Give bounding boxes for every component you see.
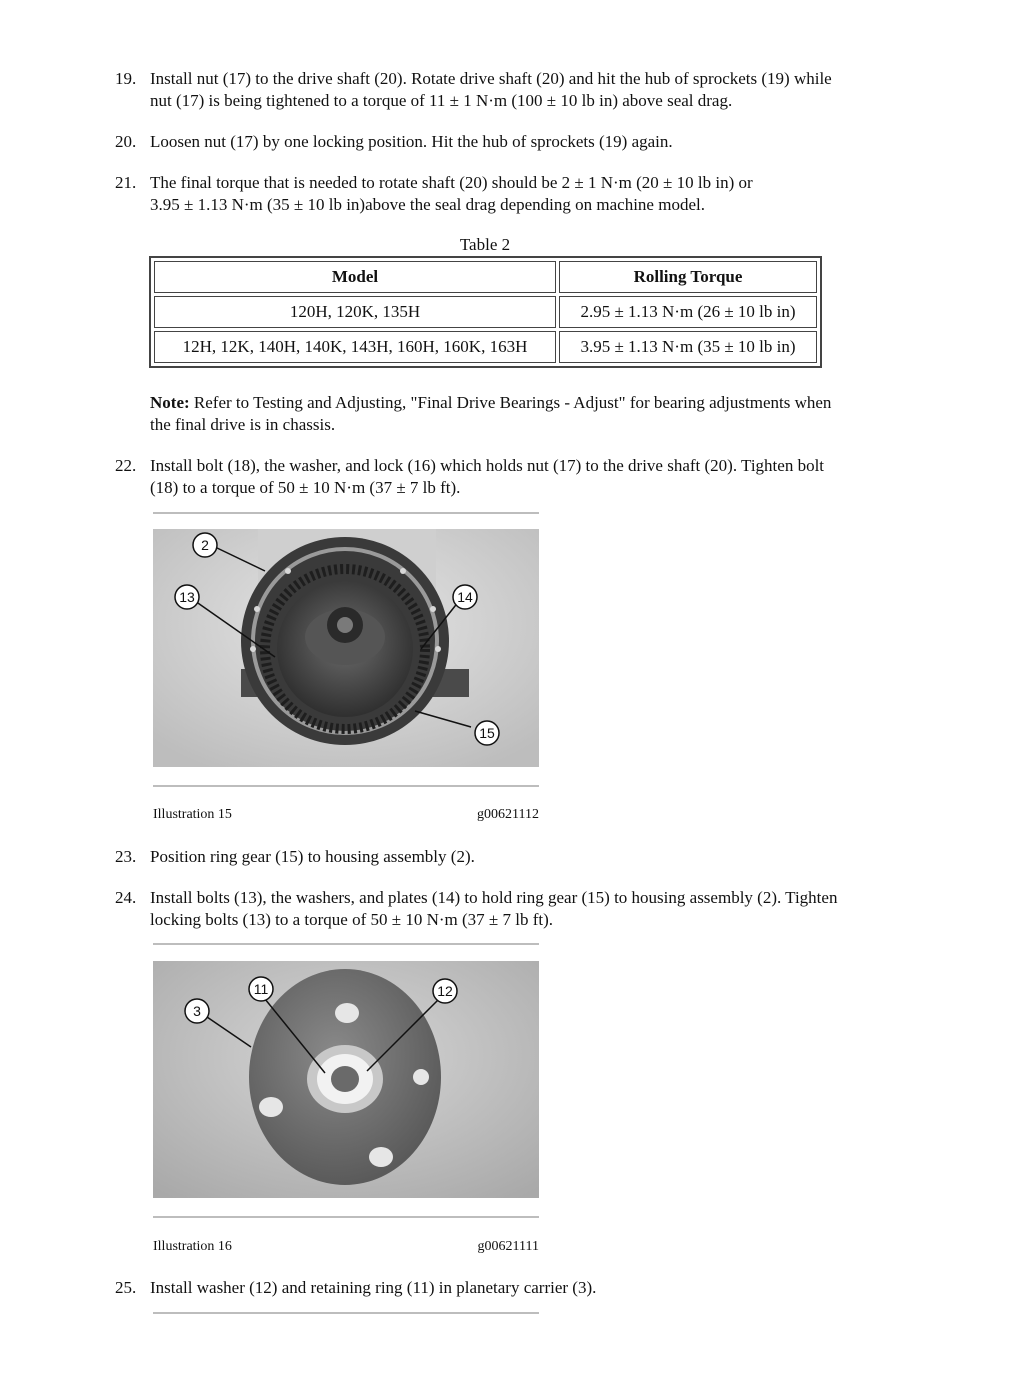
step-line: Install bolt (18), the washer, and lock (16) which holds nut (17) to the drive shaft (20). Tighten bolt: [150, 456, 825, 475]
step-number: 19.: [115, 69, 137, 88]
note-label: Note:: [150, 393, 190, 412]
note-block: [150, 392, 930, 436]
callout-13: 13: [179, 589, 195, 605]
illustration-label: Illustration 16: [153, 1239, 232, 1254]
table-cell-model: 12H, 12K, 140H, 140K, 143H, 160H, 160K, 163H: [154, 331, 556, 363]
table-row: [154, 331, 817, 363]
illustration-16-caption: [153, 1236, 539, 1258]
note-line: [150, 392, 930, 414]
illustration-15-caption: [153, 804, 539, 826]
note-text: Refer to Testing and Adjusting, "Final Drive Bearings - Adjust" for bearing adjustments when: [189, 393, 832, 412]
note-line: the final drive is in chassis.: [150, 415, 336, 434]
step-23-text: [150, 846, 930, 868]
step-line: Install washer (12) and retaining ring (11) in planetary carrier (3).: [150, 1278, 597, 1297]
step-20-text: [150, 131, 930, 153]
step-number: 25.: [115, 1278, 137, 1297]
planetary-carrier-image: [153, 961, 539, 1198]
illustration-bottom-rule: [153, 785, 539, 787]
callout-11: 11: [253, 981, 269, 997]
step-19-text: [150, 68, 930, 112]
callout-2: 2: [201, 537, 209, 553]
section-bottom-rule: [153, 1312, 539, 1314]
step-line: The final torque that is needed to rotate shaft (20) should be 2 ± 1 N·m (20 ± 10 lb in) or: [150, 173, 753, 192]
table-header-rolling-torque: Rolling Torque: [559, 261, 817, 293]
callout-12: 12: [437, 983, 453, 999]
step-25-text: [150, 1277, 930, 1299]
illustration-bottom-rule: [153, 1216, 539, 1218]
table-row: [154, 296, 817, 328]
step-line: Loosen nut (17) by one locking position. Hit the hub of sprockets (19) again.: [150, 132, 673, 151]
step-number: 21.: [115, 173, 137, 192]
step-24-text: [150, 887, 930, 931]
table-cell-torque: 3.95 ± 1.13 N·m (35 ± 10 lb in): [559, 331, 817, 363]
table-cell-model: 120H, 120K, 135H: [154, 296, 556, 328]
table-cell-torque: 2.95 ± 1.13 N·m (26 ± 10 lb in): [559, 296, 817, 328]
table-header-row: [154, 261, 817, 293]
step-number: 20.: [115, 132, 137, 151]
step-line: 3.95 ± 1.13 N·m (35 ± 10 lb in)above the seal drag depending on machine model.: [150, 195, 705, 214]
table-header-model: Model: [154, 261, 556, 293]
illustration-16-photo: [153, 961, 539, 1198]
illustration-id: g00621111: [477, 1239, 539, 1254]
callout-14: 14: [457, 589, 473, 605]
callout-3: 3: [193, 1003, 201, 1019]
step-number: 22.: [115, 456, 137, 475]
illustration-15-photo: [153, 529, 539, 767]
step-line: locking bolts (13) to a torque of 50 ± 10 N·m (37 ± 7 lb ft).: [150, 910, 553, 929]
step-line: Position ring gear (15) to housing assembly (2).: [150, 847, 475, 866]
step-line: Install nut (17) to the drive shaft (20). Rotate drive shaft (20) and hit the hub of sprockets (19) while: [150, 69, 832, 88]
illustration-id: g00621112: [477, 807, 539, 822]
illustration-top-rule: [153, 943, 539, 945]
step-22-text: [150, 455, 930, 499]
step-line: nut (17) is being tightened to a torque of 11 ± 1 N·m (100 ± 10 lb in) above seal drag.: [150, 91, 733, 110]
rolling-torque-table: [149, 256, 822, 368]
step-number: 24.: [115, 888, 137, 907]
final-drive-ring-gear-image: [153, 529, 539, 767]
callout-15: 15: [479, 725, 495, 741]
step-line: (18) to a torque of 50 ± 10 N·m (37 ± 7 lb ft).: [150, 478, 461, 497]
illustration-top-rule: [153, 512, 539, 514]
step-line: Install bolts (13), the washers, and plates (14) to hold ring gear (15) to housing assembly (2). Tighten: [150, 888, 838, 907]
illustration-label: Illustration 15: [153, 807, 232, 822]
step-21-text: [150, 172, 930, 216]
table-caption: Table 2: [459, 235, 511, 254]
step-number: 23.: [115, 847, 137, 866]
